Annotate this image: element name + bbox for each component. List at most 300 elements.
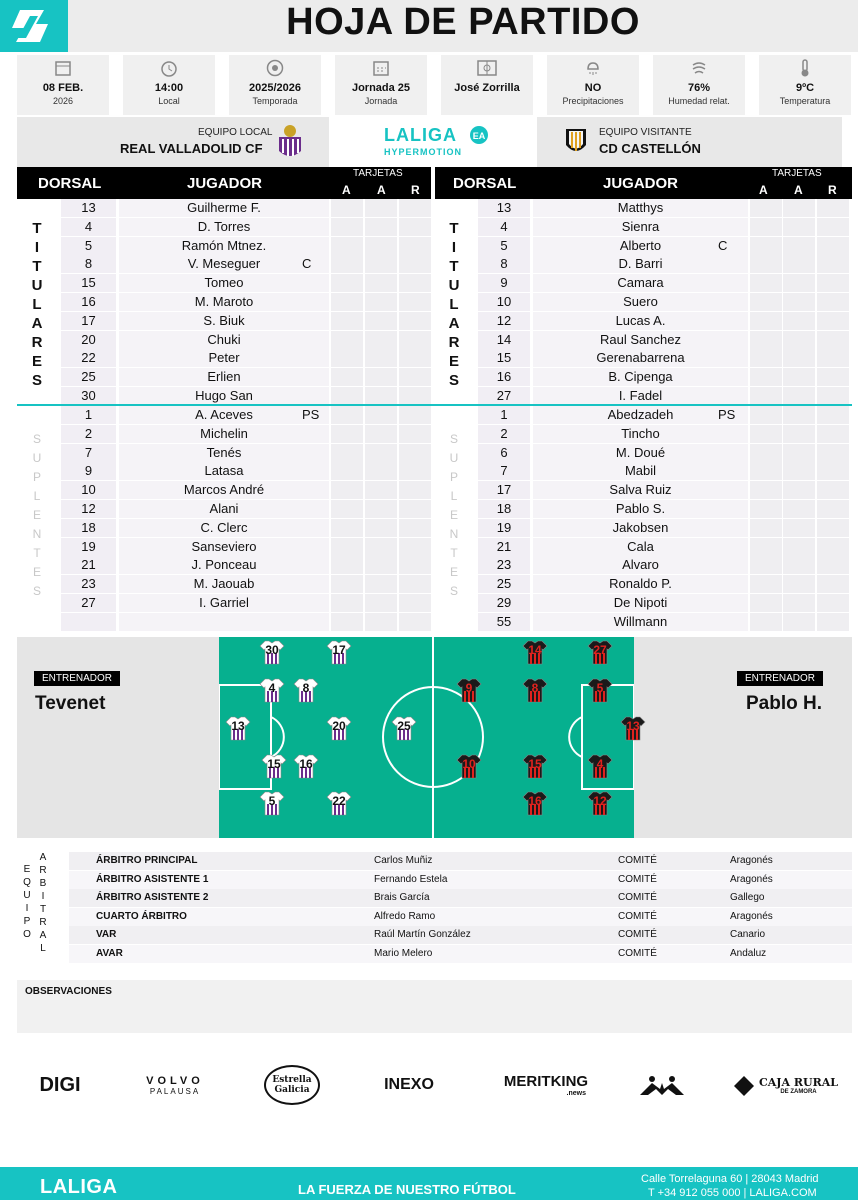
- card-cell: [783, 462, 815, 480]
- titulares-letter: A: [31, 315, 43, 332]
- card-cell: [817, 293, 849, 311]
- away-player-shirt: [620, 715, 646, 741]
- player-name-text: Alani: [209, 501, 239, 516]
- shirt-number: 12: [593, 794, 607, 808]
- suplentes-letter: N: [449, 527, 459, 541]
- away-player-shirt: [587, 790, 613, 816]
- referee-name: Raúl Martín González: [374, 929, 471, 941]
- player-number: 25: [478, 575, 530, 593]
- card-cell: [750, 575, 782, 593]
- info-card: [335, 55, 427, 115]
- shirt-number: 15: [528, 757, 542, 771]
- teams-row: [17, 117, 842, 167]
- card-r-header: R: [828, 183, 837, 197]
- home-player-shirt: [259, 677, 285, 703]
- player-number: 9: [61, 462, 116, 480]
- player-name-text: J. Ponceau: [191, 557, 257, 573]
- player-name-text: Marcos André: [183, 482, 265, 498]
- player-number: 2: [478, 425, 530, 443]
- referee-vertical-letter: B: [39, 878, 47, 889]
- card-cell: [817, 500, 849, 518]
- card-cell: [817, 594, 849, 612]
- player-row: [0, 500, 858, 519]
- player-row: [0, 481, 858, 500]
- card-cell: [817, 613, 849, 631]
- info-value: NO: [584, 82, 602, 94]
- player-name-text: M. Maroto: [194, 294, 254, 309]
- card-cell: [817, 312, 849, 330]
- away-player-shirt: [587, 753, 613, 779]
- player-number: 16: [478, 368, 530, 386]
- suplentes-letter: T: [33, 546, 41, 560]
- player-name-text: I. Fadel: [618, 388, 663, 403]
- castellon-crest-icon: [563, 125, 589, 159]
- card-a2-header: A: [377, 183, 386, 197]
- player-number: 21: [61, 556, 116, 574]
- player-number: 30: [61, 387, 116, 405]
- player-row: [0, 387, 858, 406]
- player-name-text: Alvaro: [622, 557, 659, 573]
- player-name: [533, 425, 748, 443]
- titulares-letter: L: [449, 296, 459, 313]
- info-value: Jornada 25: [351, 82, 411, 94]
- player-name: [533, 556, 748, 574]
- card-cell: [817, 349, 849, 367]
- card-cell: [783, 406, 815, 424]
- referee-vertical-letter: I: [25, 903, 29, 914]
- player-number: 27: [478, 387, 530, 405]
- titulares-letter: S: [31, 372, 42, 389]
- suplentes-letter: N: [32, 527, 42, 541]
- referee-name: Alfredo Ramo: [374, 910, 436, 922]
- sponsor-caja-rural: CAJA RURAL DE ZAMORA: [730, 1060, 840, 1110]
- player-number: 9: [478, 274, 530, 292]
- player-row: [0, 331, 858, 350]
- player-name-text: Tomeo: [204, 275, 244, 291]
- player-name: [533, 406, 748, 424]
- referee-section: [17, 850, 852, 962]
- player-name: [533, 199, 748, 217]
- referee-vertical-letter: O: [23, 929, 31, 940]
- player-name-text: Sanseviero: [191, 538, 257, 554]
- referee-row: [69, 889, 852, 907]
- player-number: 1: [478, 406, 530, 424]
- titulares-letter: U: [31, 277, 43, 294]
- player-number: 5: [61, 237, 116, 255]
- dorsal-header: DORSAL: [453, 175, 517, 192]
- player-row: [0, 218, 858, 237]
- card-cell: [783, 500, 815, 518]
- match-info-row: [17, 55, 842, 115]
- player-number: 23: [478, 556, 530, 574]
- card-cell: [783, 444, 815, 462]
- suplentes-letter: T: [450, 546, 458, 560]
- player-name-text: Cala: [627, 538, 654, 554]
- shirt-number: 16: [528, 794, 542, 808]
- shirt-number: 5: [596, 681, 604, 695]
- card-cell: [817, 368, 849, 386]
- player-name: [533, 387, 748, 405]
- player-name-text: Suero: [623, 294, 658, 309]
- league-logo: [329, 117, 537, 167]
- away-player-shirt: [456, 677, 482, 703]
- referee-committee: Aragonés: [730, 855, 773, 866]
- player-name: [533, 312, 748, 330]
- kappa-icon: [638, 1074, 686, 1096]
- referee-role: ÁRBITRO PRINCIPAL: [96, 855, 198, 866]
- referee-committee-label: COMITÉ: [618, 948, 657, 959]
- home-player-shirt: [293, 753, 319, 779]
- player-number: 19: [478, 519, 530, 537]
- player-row: [0, 538, 858, 557]
- sponsor-volvo: VOLVO PALAUSA: [146, 1074, 204, 1096]
- card-cell: [750, 349, 782, 367]
- card-cell: [750, 481, 782, 499]
- away-coach-label: ENTRENADOR: [737, 671, 823, 686]
- shirt-number: 5: [268, 794, 276, 808]
- card-cell: [817, 575, 849, 593]
- referee-name: Fernando Estela: [374, 873, 448, 885]
- referee-role: ÁRBITRO ASISTENTE 2: [96, 892, 209, 904]
- referee-role: CUARTO ÁRBITRO: [96, 910, 187, 922]
- home-coach-label: ENTRENADOR: [34, 671, 120, 686]
- player-name-text: Hugo San: [195, 388, 253, 403]
- player-name-text: Erlien: [207, 369, 241, 385]
- player-name-text: Sienra: [621, 218, 660, 234]
- card-cell: [783, 312, 815, 330]
- thermometer-icon: [759, 55, 851, 81]
- card-cell: [817, 237, 849, 255]
- sponsor-kappa: [632, 1060, 692, 1110]
- titulares-letter: I: [34, 239, 40, 256]
- referee-vertical-letter: L: [40, 943, 46, 954]
- player-number: 16: [61, 293, 116, 311]
- player-number: 12: [61, 500, 116, 518]
- titulares-letter: S: [448, 372, 459, 389]
- player-name: [533, 575, 748, 593]
- away-player-shirt: [522, 639, 548, 665]
- referee-vertical-letter: P: [23, 916, 31, 927]
- observaciones-box: [17, 980, 852, 1033]
- card-cell: [750, 406, 782, 424]
- player-name-text: Peter: [208, 350, 240, 366]
- info-card: [229, 55, 321, 115]
- player-name: [533, 500, 748, 518]
- referee-committee: Aragonés: [730, 910, 773, 922]
- player-name-text: Ronaldo P.: [609, 576, 672, 592]
- suplentes-letter: S: [449, 584, 458, 598]
- home-table-header: [17, 167, 431, 199]
- home-team-name: REAL VALLADOLID CF: [120, 141, 263, 156]
- referee-committee: Aragonés: [730, 873, 773, 885]
- away-player-shirt: [522, 753, 548, 779]
- card-cell: [783, 349, 815, 367]
- player-name-text: Latasa: [204, 463, 244, 479]
- card-cell: [817, 444, 849, 462]
- player-name: [533, 293, 748, 311]
- info-value: 2025/2026: [249, 82, 301, 94]
- player-name-text: I. Garriel: [199, 595, 249, 610]
- card-cell: [783, 481, 815, 499]
- suplentes-letter: U: [32, 451, 42, 465]
- player-number: 5: [478, 237, 530, 255]
- card-cell: [750, 462, 782, 480]
- referee-role: ÁRBITRO ASISTENTE 1: [96, 873, 209, 885]
- suplentes-letter: S: [449, 432, 458, 446]
- card-cell: [817, 462, 849, 480]
- referee-committee-label: COMITÉ: [618, 910, 657, 922]
- rain-icon: [547, 55, 639, 81]
- titulares-letter: E: [448, 353, 459, 370]
- suplentes-letter: P: [32, 470, 41, 484]
- away-coach-name: Pablo H.: [746, 693, 823, 714]
- page-title: HOJA DE PARTIDO: [68, 0, 858, 52]
- player-name: [533, 519, 748, 537]
- ea-badge-icon: [469, 125, 489, 145]
- player-number: 2: [61, 425, 116, 443]
- player-name: [533, 237, 748, 255]
- player-number: 6: [478, 444, 530, 462]
- suplentes-letter: S: [32, 584, 41, 598]
- player-number: 10: [478, 293, 530, 311]
- home-team-card: [17, 117, 329, 167]
- card-cell: [817, 387, 849, 405]
- player-number: 19: [61, 538, 116, 556]
- player-row: [0, 255, 858, 274]
- shirt-number: 4: [596, 757, 604, 771]
- player-number: 17: [478, 481, 530, 499]
- player-name-text: V. Meseguer: [187, 256, 261, 272]
- info-caption: Temperatura: [779, 96, 831, 106]
- player-name: [533, 462, 748, 480]
- clock-icon: [123, 55, 215, 81]
- tarjetas-header: TARJETAS: [353, 168, 403, 179]
- valladolid-crest-icon: [275, 123, 305, 161]
- player-name: [533, 444, 748, 462]
- jugador-header: JUGADOR: [187, 175, 263, 192]
- player-number: 25: [61, 368, 116, 386]
- titulares-letter: R: [31, 334, 43, 351]
- footer-logo: LALIGA: [40, 1176, 118, 1198]
- referee-row: [69, 871, 852, 889]
- suplentes-letter: S: [32, 432, 41, 446]
- away-team-card: [537, 117, 842, 167]
- suplentes-letter: U: [449, 451, 459, 465]
- titulares-letter: T: [32, 258, 42, 275]
- svg-text:EA: EA: [472, 131, 486, 141]
- card-cell: [750, 538, 782, 556]
- player-name: [533, 594, 748, 612]
- player-number: 15: [61, 274, 116, 292]
- referee-vertical-letter: R: [39, 865, 47, 876]
- home-player-shirt: [225, 715, 251, 741]
- card-cell: [817, 255, 849, 273]
- referee-vertical-letter: I: [41, 891, 45, 902]
- referee-committee-label: COMITÉ: [618, 873, 657, 885]
- player-number: 18: [478, 500, 530, 518]
- player-number: 7: [61, 444, 116, 462]
- player-name: [533, 368, 748, 386]
- player-name: [533, 538, 748, 556]
- referee-name: Mario Melero: [374, 948, 433, 959]
- sponsor-digi: DIGI: [39, 1073, 81, 1096]
- home-team-label: EQUIPO LOCAL: [198, 127, 273, 138]
- info-caption: Precipitaciones: [562, 96, 624, 106]
- player-tag: PS: [718, 407, 736, 422]
- card-cell: [750, 556, 782, 574]
- player-name-text: Gerenabarrena: [596, 350, 685, 366]
- shirt-number: 9: [465, 681, 473, 695]
- card-cell: [750, 312, 782, 330]
- card-cell: [750, 218, 782, 236]
- card-cell: [750, 519, 782, 537]
- player-row: [0, 349, 858, 368]
- info-caption: Temporada: [252, 96, 298, 106]
- card-cell: [750, 331, 782, 349]
- player-row: [0, 444, 858, 463]
- card-cell: [783, 237, 815, 255]
- shirt-number: 10: [462, 757, 476, 771]
- player-name-text: Jakobsen: [612, 519, 669, 535]
- player-name-text: Matthys: [617, 200, 664, 215]
- home-player-shirt: [326, 790, 352, 816]
- player-name-text: Guilherme F.: [187, 200, 261, 215]
- suplentes-letter: L: [450, 489, 458, 503]
- card-cell: [817, 406, 849, 424]
- player-number: 23: [61, 575, 116, 593]
- player-name-text: S. Biuk: [203, 312, 245, 328]
- player-row: [0, 613, 858, 632]
- league-logo-subtext: HYPERMOTION: [384, 147, 463, 157]
- info-caption: 2026: [52, 96, 74, 106]
- shirt-number: 8: [531, 681, 539, 695]
- titulares-letter: L: [32, 296, 42, 313]
- referee-vertical-letter: T: [39, 904, 47, 915]
- card-cell: [750, 613, 782, 631]
- player-name-text: Raul Sanchez: [600, 331, 681, 347]
- player-number: 12: [478, 312, 530, 330]
- referee-row: [69, 926, 852, 944]
- suplentes-letter: E: [449, 508, 458, 522]
- home-player-shirt: [259, 790, 285, 816]
- player-row: [0, 406, 858, 425]
- player-number: 15: [478, 349, 530, 367]
- referee-committee: Andaluz: [730, 948, 767, 959]
- shirt-number: 17: [332, 643, 346, 657]
- referee-committee: Canario: [730, 929, 766, 941]
- player-number: 14: [478, 331, 530, 349]
- card-cell: [750, 594, 782, 612]
- shirt-number: 22: [332, 794, 346, 808]
- info-card: [441, 55, 533, 115]
- card-cell: [750, 387, 782, 405]
- shirt-number: 25: [397, 719, 411, 733]
- card-cell: [783, 331, 815, 349]
- home-player-shirt: [259, 639, 285, 665]
- card-cell: [817, 538, 849, 556]
- card-cell: [783, 594, 815, 612]
- card-cell: [817, 425, 849, 443]
- player-number: 21: [478, 538, 530, 556]
- player-row: [0, 293, 858, 312]
- card-a1-header: A: [759, 183, 768, 197]
- player-row: [0, 462, 858, 481]
- player-number: 7: [478, 462, 530, 480]
- referee-vertical-letter: U: [23, 890, 31, 901]
- suplentes-letter: E: [32, 508, 41, 522]
- card-cell: [750, 237, 782, 255]
- card-cell: [783, 368, 815, 386]
- titulares-letter: I: [451, 239, 457, 256]
- pitch: [219, 637, 640, 838]
- shirt-number: 20: [332, 719, 346, 733]
- player-name: [533, 613, 748, 631]
- player-name: [533, 481, 748, 499]
- card-cell: [783, 199, 815, 217]
- suplentes-letter: L: [33, 489, 41, 503]
- card-cell: [817, 218, 849, 236]
- home-player-shirt: [261, 753, 287, 779]
- player-name-text: Camara: [617, 275, 664, 291]
- footer-contact: T +34 912 055 000 | LALIGA.COM: [648, 1187, 817, 1199]
- info-card: [547, 55, 639, 115]
- referee-vertical-letter: R: [39, 917, 47, 928]
- card-cell: [783, 575, 815, 593]
- home-player-shirt: [326, 715, 352, 741]
- sponsor-estrella: Estrella Galicia: [262, 1060, 322, 1110]
- player-row: [0, 237, 858, 256]
- titulares-letter: T: [449, 220, 459, 237]
- shirt-number: 14: [528, 643, 542, 657]
- player-name-text: A. Aceves: [195, 407, 253, 422]
- player-name-text: M. Jaouab: [193, 576, 255, 592]
- home-player-shirt: [326, 639, 352, 665]
- player-number: 10: [61, 481, 116, 499]
- player-number: 18: [61, 519, 116, 537]
- sponsors-row: [0, 1060, 858, 1110]
- info-value: 08 FEB.: [42, 82, 84, 94]
- card-cell: [783, 538, 815, 556]
- player-number: 8: [478, 255, 530, 273]
- referee-name: Brais García: [374, 892, 430, 904]
- titulares-letter: T: [32, 220, 42, 237]
- tarjetas-header: TARJETAS: [772, 168, 822, 179]
- referee-name: Carlos Muñiz: [374, 855, 433, 866]
- player-tag: C: [302, 256, 312, 272]
- info-value: 14:00: [154, 82, 184, 94]
- sponsor-inexo: INEXO: [384, 1076, 434, 1093]
- referee-vertical-letter: A: [39, 930, 47, 941]
- card-cell: [783, 556, 815, 574]
- player-number: 20: [61, 331, 116, 349]
- player-number: 4: [61, 218, 116, 236]
- player-name: [533, 349, 748, 367]
- player-number: 55: [478, 613, 530, 631]
- referee-committee-label: COMITÉ: [618, 929, 657, 941]
- sponsor-meritking: MERITKING .news: [503, 1073, 589, 1097]
- card-cell: [817, 519, 849, 537]
- card-cell: [783, 613, 815, 631]
- player-name: [533, 331, 748, 349]
- info-card: [17, 55, 109, 115]
- away-player-shirt: [456, 753, 482, 779]
- referee-row: [69, 945, 852, 963]
- titulares-letter: R: [448, 334, 460, 351]
- player-name-text: B. Cipenga: [608, 369, 673, 385]
- observaciones-label: OBSERVACIONES: [25, 986, 112, 997]
- player-name-text: D. Torres: [197, 218, 251, 234]
- player-tag: PS: [302, 407, 320, 422]
